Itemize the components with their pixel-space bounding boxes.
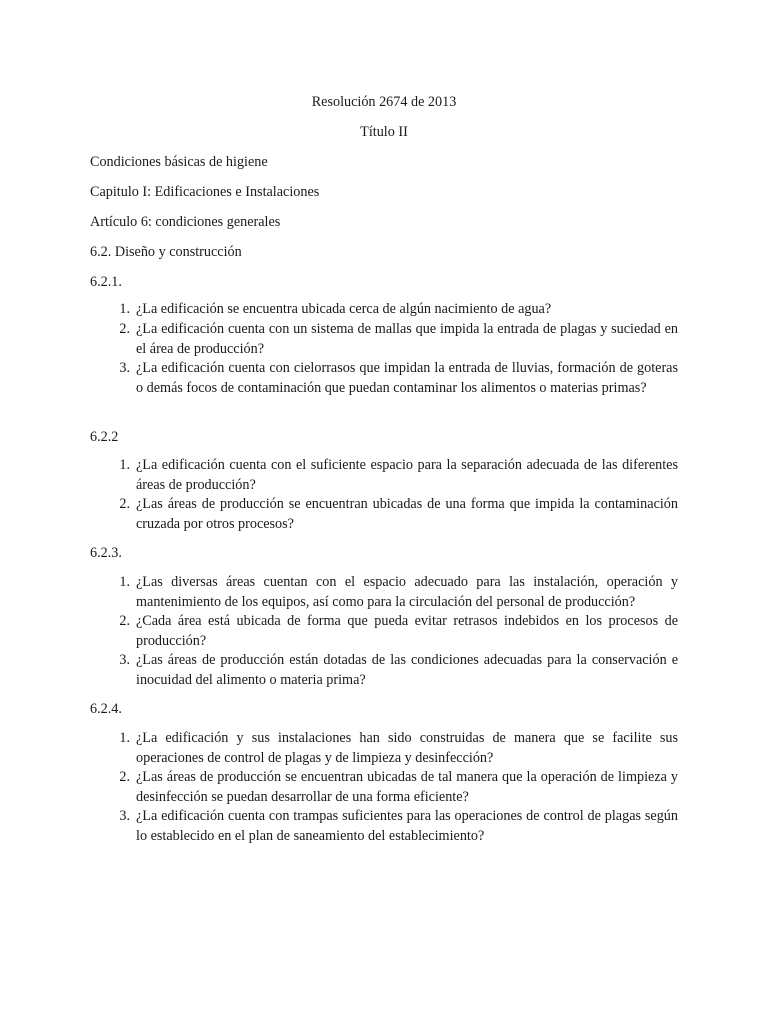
list-text: ¿La edificación cuenta con trampas suficientes para las operaciones de control de plagas según lo establecido en el plan de saneamiento del establecimiento? bbox=[136, 808, 678, 844]
list-text: ¿Cada área está ubicada de forma que pueda evitar retrasos indebidos en los procesos de producción? bbox=[136, 613, 678, 649]
list-item bbox=[110, 573, 678, 612]
heading-chapter: Capitulo I: Edificaciones e Instalaciones bbox=[90, 184, 320, 200]
list-item bbox=[110, 359, 678, 398]
section-label: 6.2.2 bbox=[90, 429, 119, 445]
list-item bbox=[110, 495, 678, 534]
section-label: 6.2.1. bbox=[90, 274, 122, 290]
list-number: 1. bbox=[119, 301, 130, 317]
document-subtitle: Título II bbox=[360, 124, 408, 140]
list-item bbox=[110, 300, 678, 320]
list-item bbox=[110, 768, 678, 807]
list-number: 3. bbox=[119, 652, 130, 668]
section-label: 6.2.3. bbox=[90, 545, 122, 561]
list-number: 1. bbox=[119, 730, 130, 746]
list-text: ¿Las áreas de producción se encuentran ubicadas de una forma que impida la contaminación cruzada por otros procesos? bbox=[136, 496, 678, 532]
section-label: 6.2.4. bbox=[90, 701, 122, 717]
list-text: ¿La edificación y sus instalaciones han sido construidas de manera que se facilite sus operaciones de control de plagas y de limpieza y desinfección? bbox=[136, 730, 678, 766]
heading-design: 6.2. Diseño y construcción bbox=[90, 244, 242, 260]
list-text: ¿Las áreas de producción se encuentran ubicadas de tal manera que la operación de limpieza y desinfección se puedan desarrollar de una forma eficiente? bbox=[136, 769, 678, 805]
list-text: ¿Las áreas de producción están dotadas de las condiciones adecuadas para la conservación e inocuidad del alimento o materia prima? bbox=[136, 652, 678, 688]
heading-article: Artículo 6: condiciones generales bbox=[90, 214, 281, 230]
list-number: 2. bbox=[119, 496, 130, 512]
list-item bbox=[110, 807, 678, 846]
list-number: 3. bbox=[119, 360, 130, 376]
list-item bbox=[110, 456, 678, 495]
list-number: 2. bbox=[119, 321, 130, 337]
list-number: 3. bbox=[119, 808, 130, 824]
list-text: ¿La edificación se encuentra ubicada cerca de algún nacimiento de agua? bbox=[136, 301, 552, 317]
list-number: 2. bbox=[119, 613, 130, 629]
list-item bbox=[110, 729, 678, 768]
list-text: ¿Las diversas áreas cuentan con el espacio adecuado para las instalación, operación y mantenimiento de los equipos, así como para la circulación del personal de producción? bbox=[136, 574, 678, 610]
list-item bbox=[110, 612, 678, 651]
list-text: ¿La edificación cuenta con un sistema de mallas que impida la entrada de plagas y suciedad en el área de producción? bbox=[136, 321, 678, 357]
list-item bbox=[110, 651, 678, 690]
list-number: 1. bbox=[119, 574, 130, 590]
heading-conditions: Condiciones básicas de higiene bbox=[90, 154, 268, 170]
document-title: Resolución 2674 de 2013 bbox=[311, 94, 457, 110]
list-number: 1. bbox=[119, 457, 130, 473]
list-number: 2. bbox=[119, 769, 130, 785]
list-text: ¿La edificación cuenta con cielorrasos que impidan la entrada de lluvias, formación de goteras o demás focos de contaminación que puedan contaminar los alimentos o materias primas? bbox=[136, 360, 678, 396]
list-text: ¿La edificación cuenta con el suficiente espacio para la separación adecuada de las diferentes áreas de producción? bbox=[136, 457, 678, 493]
list-item bbox=[110, 320, 678, 359]
